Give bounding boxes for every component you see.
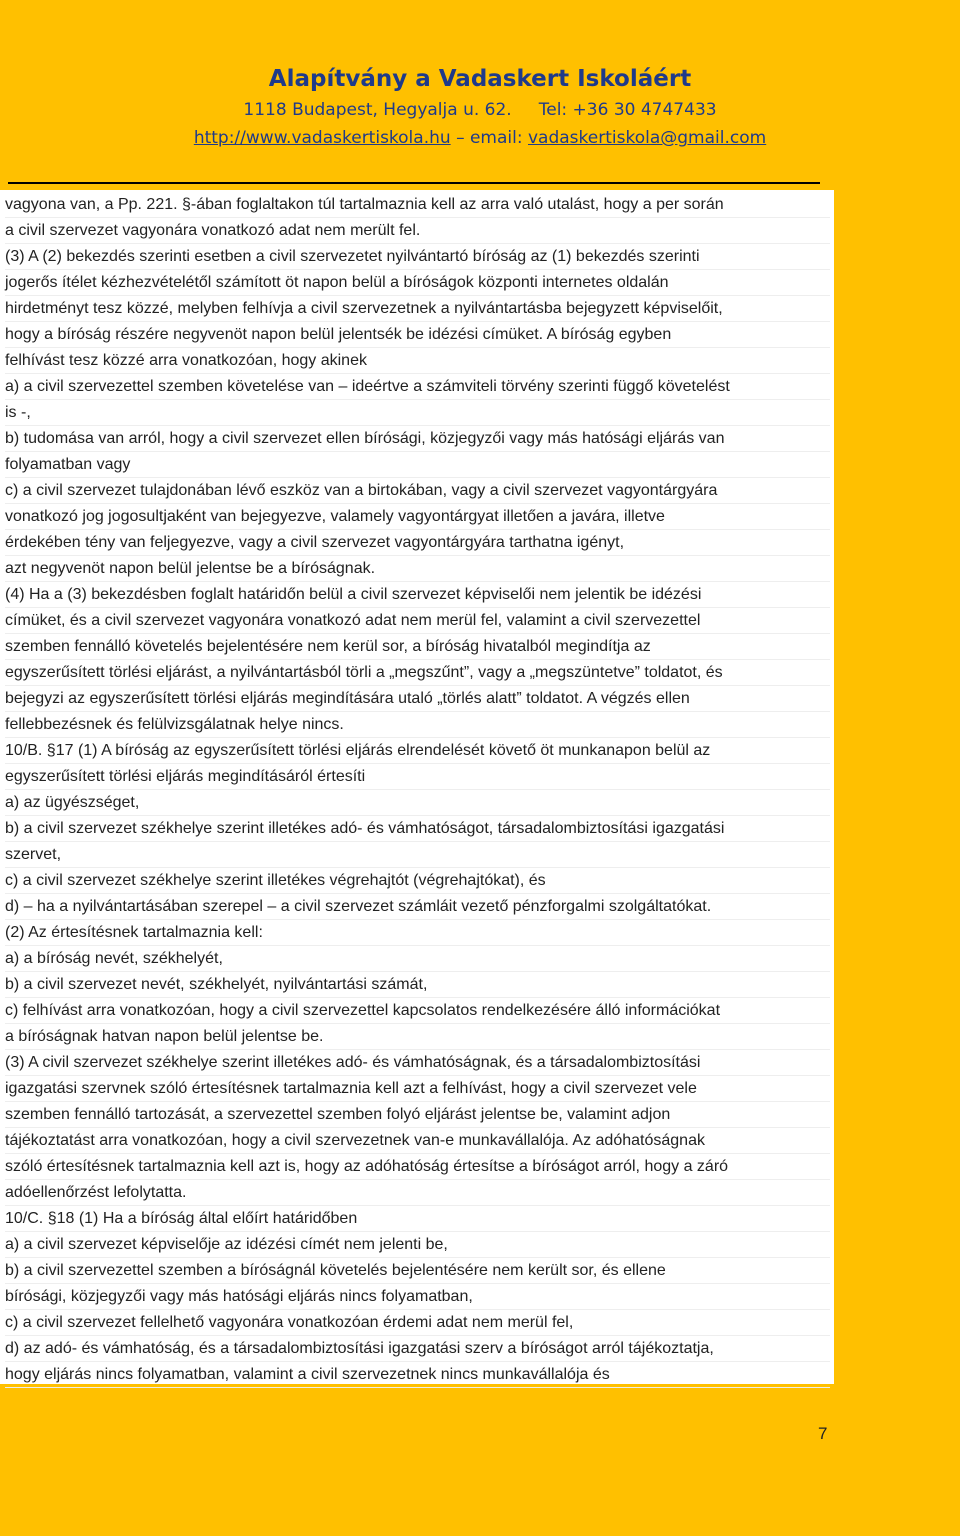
document-line: érdekében tény van feljegyezve, vagy a civil szervezet vagyontárgyára tarthatna igényt, [5,530,830,556]
document-line: vagyona van, a Pp. 221. §-ában foglaltakon túl tartalmaznia kell az arra való utalást, hogy a per során [5,192,830,218]
document-line: c) felhívást arra vonatkozóan, hogy a civil szervezettel kapcsolatos rendelkezésére álló információkat [5,998,830,1024]
document-line: szemben fennálló tartozását, a szervezettel szemben folyó eljárást jelentse be, valamint adjon [5,1102,830,1128]
document-line: (3) A civil szervezet székhelye szerint illetékes adó- és vámhatóságnak, és a társadalombiztosítási [5,1050,830,1076]
document-line: is -, [5,400,830,426]
document-line: a civil szervezet vagyonára vonatkozó adat nem merült fel. [5,218,830,244]
document-line: folyamatban vagy [5,452,830,478]
document-line: szóló értesítésnek tartalmaznia kell azt is, hogy az adóhatóság értesítse a bíróságot arról, hogy a záró [5,1154,830,1180]
document-line: jogerős ítélet kézhezvételétől számított öt napon belül a bíróságok központi internetes oldalán [5,270,830,296]
document-line: a) az ügyészséget, [5,790,830,816]
document-line: 10/B. §17 (1) A bíróság az egyszerűsített törlési eljárás elrendelését követő öt munkanapon belül az [5,738,830,764]
document-line: egyszerűsített törlési eljárás megindításáról értesíti [5,764,830,790]
document-line: 10/C. §18 (1) Ha a bíróság által előírt határidőben [5,1206,830,1232]
document-line: d) – ha a nyilvántartásában szerepel – a civil szervezet számláit vezető pénzforgalmi szolgáltatókat. [5,894,830,920]
document-line: (4) Ha a (3) bekezdésben foglalt határidőn belül a civil szervezet képviselői nem jelentik be idézési [5,582,830,608]
document-line: (2) Az értesítésnek tartalmaznia kell: [5,920,830,946]
document-line: szemben fennálló követelés bejelentésére nem kerül sor, a bíróság hivatalból megindítja az [5,634,830,660]
document-line: adóellenőrzést lefolytatta. [5,1180,830,1206]
organization-title: Alapítvány a Vadaskert Iskoláért [268,66,692,92]
document-line: egyszerűsített törlési eljárást, a nyilvántartásból törli a „megszűnt”, vagy a „megszüntetve” toldatot, és [5,660,830,686]
contact-separator [517,100,533,120]
document-line: (3) A (2) bekezdés szerinti esetben a civil szervezetet nyilvántartó bíróság az (1) bekezdés szerinti [5,244,830,270]
document-line: igazgatási szervnek szóló értesítésnek tartalmaznia kell azt a felhívást, hogy a civil szervezet vele [5,1076,830,1102]
document-line: b) a civil szervezet nevét, székhelyét, nyilvántartási számát, [5,972,830,998]
document-line: a) a civil szervezettel szemben követelése van – ideértve a számviteli törvény szerinti függő követelést [5,374,830,400]
document-line: tájékoztatást arra vonatkozóan, hogy a civil szervezetnek van-e munkavállalója. Az adóhatóságnak [5,1128,830,1154]
document-line: felhívást tesz közzé arra vonatkozóan, hogy akinek [5,348,830,374]
document-line: hogy a bíróság részére negyvenöt napon belül jelentsék be idézési címüket. A bíróság egyben [5,322,830,348]
document-line: c) a civil szervezet fellelhető vagyonára vonatkozóan érdemi adat nem merül fel, [5,1310,830,1336]
document-line: a bíróságnak hatvan napon belül jelentse be. [5,1024,830,1050]
document-line: bejegyzi az egyszerűsített törlési eljárás megindítására utaló „törlés alatt” toldatot. A végzés ellen [5,686,830,712]
document-line: b) a civil szervezet székhelye szerint illetékes adó- és vámhatóságot, társadalombiztosítási igazgatási [5,816,830,842]
web-separator: – [456,128,470,148]
document-line: b) a civil szervezettel szemben a bíróságnál követelés bejelentésére nem került sor, és ellene [5,1258,830,1284]
letterhead [0,62,960,152]
address-text: 1118 Budapest, Hegyalja u. 62. [243,100,512,120]
phone-text: Tel: +36 30 4747433 [538,100,717,120]
document-line: c) a civil szervezet tulajdonában lévő eszköz van a birtokában, vagy a civil szervezet vagyontárgyára [5,478,830,504]
document-line: c) a civil szervezet székhelye szerint illetékes végrehajtót (végrehajtókat), és [5,868,830,894]
header-divider [8,182,820,184]
document-line: b) tudomása van arról, hogy a civil szervezet ellen bírósági, közjegyzői vagy más hatósági eljárás van [5,426,830,452]
page-number: 7 [818,1424,828,1443]
document-line: hirdetményt tesz közzé, melyben felhívja a civil szervezetnek a nyilvántartásba bejegyzett képviselőit, [5,296,830,322]
contact-line [0,96,960,124]
website-link[interactable]: http://www.vadaskertiskola.hu [193,128,451,148]
document-body [0,190,834,1384]
document-line: címüket, és a civil szervezet vagyonára vonatkozó adat nem merül fel, valamint a civil szervezettel [5,608,830,634]
document-line: hogy eljárás nincs folyamatban, valamint a civil szervezetnek nincs munkavállalója és [5,1362,830,1388]
document-line: bírósági, közjegyzői vagy más hatósági eljárás nincs folyamatban, [5,1284,830,1310]
document-line: vonatkozó jog jogosultjaként van bejegyezve, valamely vagyontárgyat illetően a javára, illetve [5,504,830,530]
document-line: a) a bíróság nevét, székhelyét, [5,946,830,972]
document-line: szervet, [5,842,830,868]
email-label: email: [469,128,523,148]
email-link[interactable]: vadaskertiskola@gmail.com [528,128,767,148]
document-line: fellebbezésnek és felülvizsgálatnak helye nincs. [5,712,830,738]
document-line: a) a civil szervezet képviselője az idézési címét nem jelenti be, [5,1232,830,1258]
web-line [0,124,960,152]
document-line: d) az adó- és vámhatóság, és a társadalombiztosítási igazgatási szerv a bíróságot arról tájékoztatja, [5,1336,830,1362]
document-line: azt negyvenöt napon belül jelentse be a bíróságnak. [5,556,830,582]
